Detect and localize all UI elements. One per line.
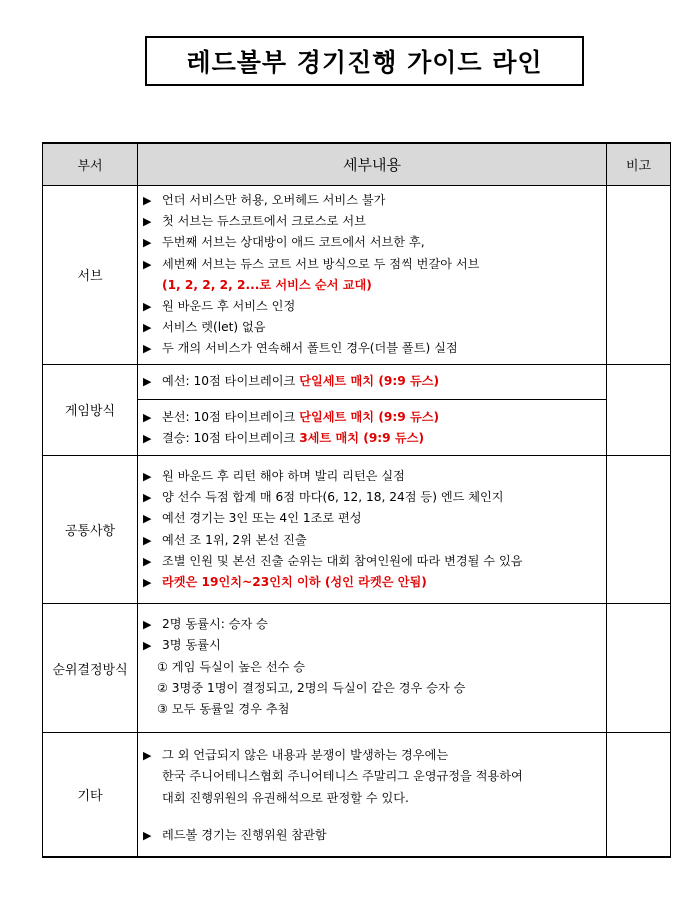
header-content: 세부내용 bbox=[138, 143, 607, 186]
bullet-icon: ▶ bbox=[143, 554, 152, 568]
bullet-icon: ▶ bbox=[143, 410, 152, 424]
sub-item: ① 게임 득실이 높은 선수 승 bbox=[157, 659, 306, 674]
bullet-icon: ▶ bbox=[143, 299, 152, 313]
dept-serve: 서브 bbox=[43, 186, 138, 365]
row-etc bbox=[43, 733, 671, 857]
list-item: ▶ 언더 서비스만 허용, 오버헤드 서비스 불가 bbox=[143, 190, 600, 211]
bullet-icon: ▶ bbox=[143, 470, 152, 484]
list-item: ▶ 세번째 서브는 듀스 코트 서브 방식으로 두 점씩 번갈아 서브 bbox=[143, 254, 600, 275]
list-item: ▶ 예선 조 1위, 2위 본선 진출 bbox=[143, 530, 600, 551]
list-item: ▶ 원 바운드 후 서비스 인정 bbox=[143, 296, 600, 317]
bullet-icon: ▶ bbox=[143, 257, 152, 271]
content-ranking bbox=[138, 604, 607, 733]
list-item: ▶ 2명 동률시: 승자 승 bbox=[143, 614, 600, 635]
list-item: ▶ 두번째 서브는 상대방이 애드 코트에서 서브한 후, bbox=[143, 232, 600, 253]
row-game bbox=[43, 364, 671, 456]
list-item: ▶ 라켓은 19인치~23인치 이하 (성인 라켓은 안됨) bbox=[143, 572, 600, 593]
list-item: ▶ 예선: 10점 타이브레이크 단일세트 매치 (9:9 듀스) bbox=[143, 371, 600, 392]
sub-item: ② 3명중 1명이 결정되고, 2명의 득실이 같은 경우 승자 승 bbox=[157, 680, 466, 695]
list-item: ▶ 두 개의 서비스가 연속해서 폴트인 경우(더블 폴트) 실점 bbox=[143, 338, 600, 359]
bullet-icon: ▶ bbox=[143, 828, 152, 842]
note-game bbox=[607, 364, 671, 456]
bullet-icon: ▶ bbox=[143, 215, 152, 229]
row-serve bbox=[43, 186, 671, 365]
sub-item: ③ 모두 동률일 경우 추첨 bbox=[157, 701, 290, 716]
header-row bbox=[43, 143, 671, 186]
serve-order-note: (1, 2, 2, 2, 2...로 서비스 순서 교대) bbox=[162, 277, 372, 292]
page-title: 레드볼부 경기진행 가이드 라인 bbox=[186, 48, 543, 77]
dept-common: 공통사항 bbox=[43, 456, 138, 604]
guide-table bbox=[42, 142, 671, 858]
list-item: ▶ 결승: 10점 타이브레이크 3세트 매치 (9:9 듀스) bbox=[143, 428, 600, 449]
content-game bbox=[138, 364, 607, 456]
row-ranking bbox=[43, 604, 671, 733]
content-common bbox=[138, 456, 607, 604]
list-item: ▶ 서비스 렛(let) 없음 bbox=[143, 317, 600, 338]
bullet-icon: ▶ bbox=[143, 491, 152, 505]
dept-game: 게임방식 bbox=[43, 364, 138, 456]
bullet-icon: ▶ bbox=[143, 236, 152, 250]
bullet-icon: ▶ bbox=[143, 342, 152, 356]
list-item: ▶ 조별 인원 및 본선 진출 순위는 대회 참여인원에 따라 변경될 수 있음 bbox=[143, 551, 600, 572]
bullet-icon: ▶ bbox=[143, 374, 152, 388]
bullet-icon: ▶ bbox=[143, 321, 152, 335]
content-etc bbox=[138, 733, 607, 857]
bullet-icon: ▶ bbox=[143, 639, 152, 653]
bullet-icon: ▶ bbox=[143, 194, 152, 207]
note-ranking bbox=[607, 604, 671, 733]
note-serve bbox=[607, 186, 671, 365]
list-item: ▶ 그 외 언급되지 않은 내용과 분쟁이 발생하는 경우에는 bbox=[143, 745, 600, 766]
content-serve bbox=[138, 186, 607, 365]
bullet-icon: ▶ bbox=[143, 618, 152, 632]
bullet-icon: ▶ bbox=[143, 533, 152, 547]
list-item: ▶ 원 바운드 후 리턴 해야 하며 발리 리턴은 실점 bbox=[143, 466, 600, 487]
header-dept: 부서 bbox=[43, 143, 138, 186]
bullet-icon: ▶ bbox=[143, 512, 152, 526]
list-item: ▶ 양 선수 득점 합계 매 6점 마다(6, 12, 18, 24점 등) 엔드 체인지 bbox=[143, 487, 600, 508]
bullet-icon: ▶ bbox=[143, 431, 152, 445]
note-common bbox=[607, 456, 671, 604]
list-item: ▶ 3명 동률시 bbox=[143, 635, 600, 656]
list-item-continued: 한국 주니어테니스협회 주니어테니스 주말리그 운영규정을 적용하여 bbox=[162, 769, 523, 784]
title-box bbox=[145, 36, 584, 86]
bullet-icon: ▶ bbox=[143, 576, 152, 589]
dept-ranking: 순위결정방식 bbox=[43, 604, 138, 733]
bullet-icon: ▶ bbox=[143, 749, 152, 763]
list-item: ▶ 첫 서브는 듀스코트에서 크로스로 서브 bbox=[143, 211, 600, 232]
header-note: 비고 bbox=[607, 143, 671, 186]
list-item: ▶ 예선 경기는 3인 또는 4인 1조로 편성 bbox=[143, 508, 600, 529]
dept-etc: 기타 bbox=[43, 733, 138, 857]
list-item: ▶ 레드볼 경기는 진행위원 참관함 bbox=[143, 825, 600, 846]
row-common bbox=[43, 456, 671, 604]
note-etc bbox=[607, 733, 671, 857]
list-item-continued: 대회 진행위원의 유권해석으로 판정할 수 있다. bbox=[162, 790, 409, 805]
list-item: ▶ 본선: 10점 타이브레이크 단일세트 매치 (9:9 듀스) bbox=[143, 407, 600, 428]
